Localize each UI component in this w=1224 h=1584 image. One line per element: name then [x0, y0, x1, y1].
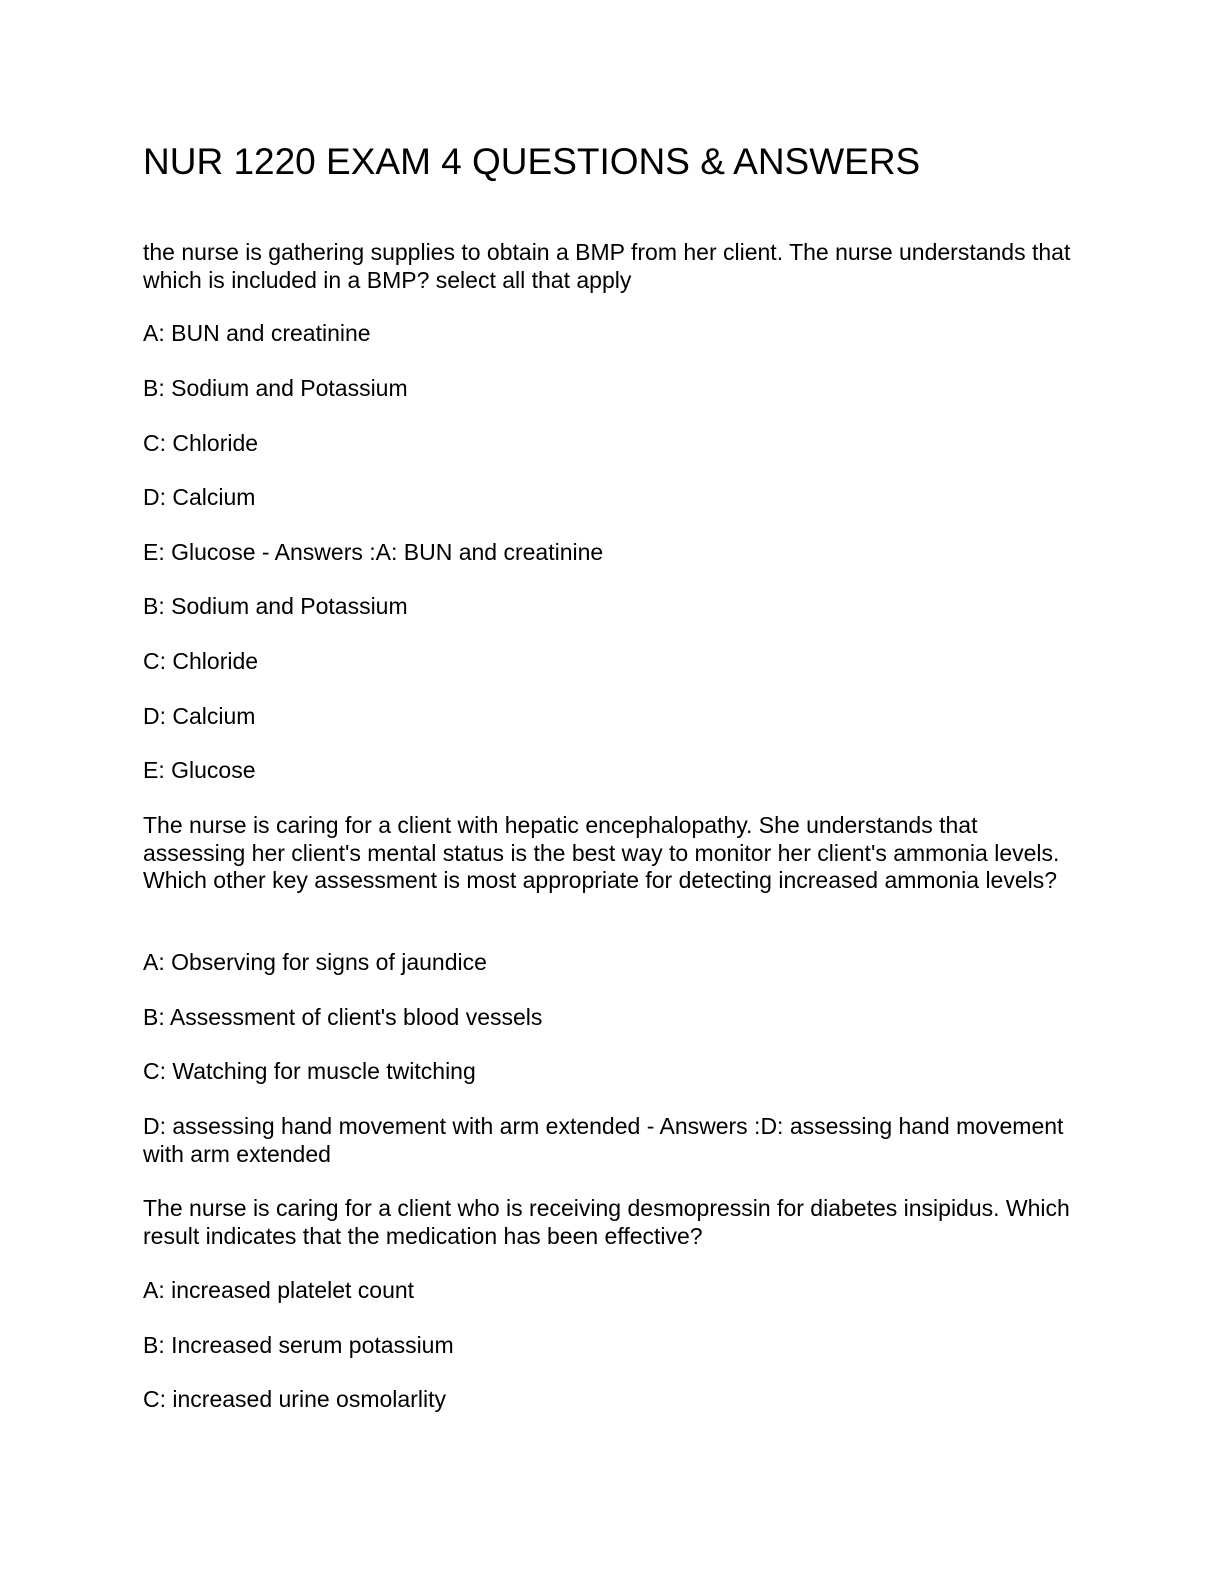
question-1-stem: the nurse is gathering supplies to obtain a BMP from her client. The nurse understands that which is included in a BMP? select all that apply: [143, 239, 1071, 293]
question-3-option-b: B: Increased serum potassium: [143, 1332, 454, 1358]
question-1-answer-c: C: Chloride: [143, 648, 259, 674]
question-2-option-a: A: Observing for signs of jaundice: [143, 949, 487, 975]
question-2-option-c: C: Watching for muscle twitching: [143, 1058, 476, 1084]
question-1-option-e-answer: E: Glucose - Answers :A: BUN and creatinine: [143, 539, 604, 565]
question-2-stem: The nurse is caring for a client with hepatic encephalopathy. She understands that assessing her client's mental status is the best way to monitor her client's ammonia levels. Which other key assessment is most appropriate for detecting increased ammonia levels?: [143, 812, 1060, 893]
question-2-option-b: B: Assessment of client's blood vessels: [143, 1004, 543, 1030]
question-1-answer-b: B: Sodium and Potassium: [143, 593, 408, 619]
document-title: NUR 1220 EXAM 4 QUESTIONS & ANSWERS: [143, 141, 921, 182]
question-1-answer-e: E: Glucose: [143, 757, 256, 783]
question-3-option-a: A: increased platelet count: [143, 1277, 415, 1303]
question-1-option-a: A: BUN and creatinine: [143, 320, 371, 346]
question-2-option-d-answer: D: assessing hand movement with arm extended - Answers :D: assessing hand movement with arm extended: [143, 1113, 1064, 1167]
question-3-option-c: C: increased urine osmolarlity: [143, 1386, 446, 1412]
question-3-stem: The nurse is caring for a client who is receiving desmopressin for diabetes insipidus. Which result indicates that the medication has been effective?: [143, 1195, 1070, 1249]
question-1-option-b: B: Sodium and Potassium: [143, 375, 408, 401]
question-1-answer-d: D: Calcium: [143, 703, 256, 729]
question-1-option-d: D: Calcium: [143, 484, 256, 510]
question-1-option-c: C: Chloride: [143, 430, 259, 456]
